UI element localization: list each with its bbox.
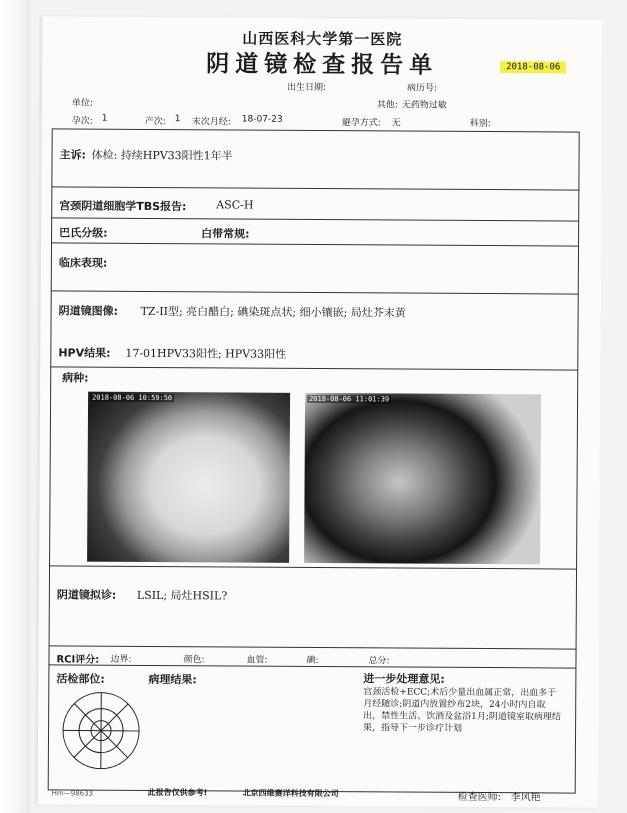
rci-vessel-label: 血管: [246,655,268,666]
other-value: 无药物过敏 [401,100,447,111]
pathology-label: 病理结果: [148,672,197,687]
colposcopy-image-value: TZ-II型; 亮白醋白; 碘染斑点状; 细小镶嵌; 局灶芥末黄 [140,304,406,320]
tbs-label: 宫颈阴道细胞学TBS报告: [59,199,187,214]
image-1-timestamp: 2018-08-06 10:59:50 [92,393,173,403]
report-date-stamp: 2018-08-06 [500,61,566,73]
complaint-value: 体检: 持续HPV33阳性1年半 [91,148,233,163]
hospital-name: 山西医科大学第一医院 [242,29,403,49]
para-label: 产次: [144,116,166,128]
dept-label: 科别: [469,118,491,130]
pap-label: 巴氏分级: [59,226,108,240]
contraception-value: 无 [391,118,401,129]
rci-border-label: 边界: [110,654,132,665]
footer-code: Hm—98633 [51,789,94,798]
disease-type-label: 病种: [62,371,89,385]
hpv-value: 17-01HPV33阳性; HPV33阳性 [125,346,287,361]
footer-company: 北京四维赛洋科技有限公司 [242,788,339,799]
other-label: 其他: [376,100,398,111]
record-no-label: 病历号: [406,83,438,94]
image-2-timestamp: 2018-08-06 11:01:39 [309,394,390,404]
examiner-name: 李风艳 [510,792,541,804]
rci-label: RCI评分: [56,654,100,666]
rci-color-label: 颜色: [183,655,205,666]
colposcopy-image-label: 阴道镜图像: [58,304,119,318]
hpv-label: HPV结果: [58,346,111,360]
clinical-label: 临床表现: [58,256,108,270]
cervix-biopsy-diagram [60,689,142,771]
footer-disclaimer: 此报告仅供参考! [147,787,208,798]
diagnosis-value: LSIL; 局灶HSIL? [136,588,228,603]
unit-label: 单位: [71,98,93,109]
biopsy-label: 活检部位: [56,672,105,686]
rci-total-label: 总分: [368,656,390,667]
lmp-label: 末次月经: [191,117,231,128]
gravida-value: 1 [101,113,108,124]
complaint-label: 主诉: [59,148,87,162]
colposcopy-image-2 [304,393,541,564]
gravida-label: 孕次: [71,116,93,127]
leukorrhea-label: 白带常规: [201,227,250,241]
rci-iodine-label: 碘: [306,655,319,666]
examiner-label: 检查医师: [457,791,502,804]
dob-label: 出生日期: [286,82,327,94]
lmp-value: 18-07-23 [241,114,283,125]
para-value: 1 [174,114,181,125]
tbs-value: ASC-H [216,198,254,212]
colposcopy-image-1 [87,392,290,563]
report-page [38,16,603,807]
contraception-label: 避孕方式: [341,118,381,129]
report-title: 阴道镜检查报告单 [206,50,439,79]
further-label: 进一步处理意见: [363,672,445,686]
scan-edge [0,0,30,813]
diagnosis-label: 阴道镜拟诊: [56,588,117,602]
further-text: 宫颈活检+ECC;术后少量出血属正常，出血多于月经随诊;阴道内放置纱布2块，24小时内自取出，禁性生活、饮酒及盆浴1月;阴道镜室取病理结果，指导下一步诊疗计划 [363,687,561,734]
